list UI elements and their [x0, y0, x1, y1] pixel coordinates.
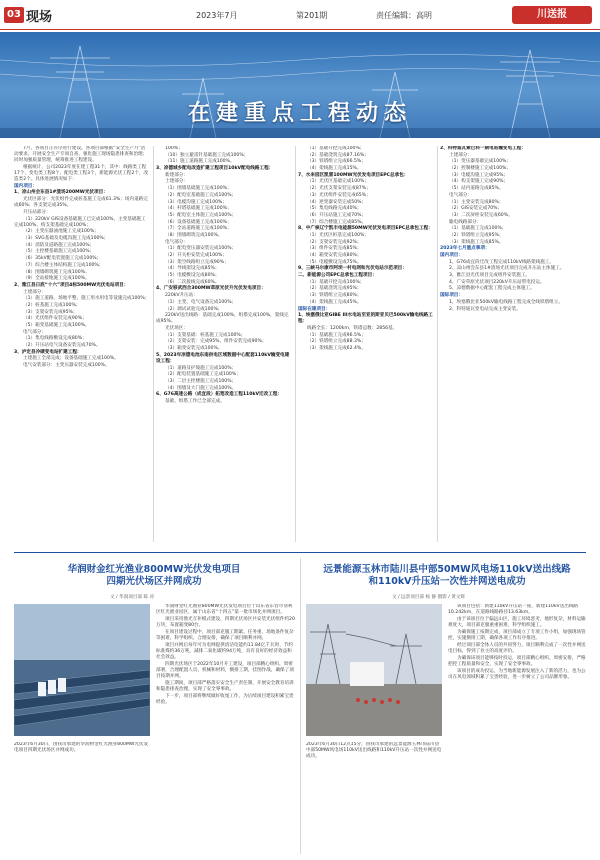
paragraph: （1）光伏区基础完成100%； [307, 179, 369, 185]
paragraph: （2）铁塔组立完成88.3%； [307, 339, 366, 345]
paragraph: （5）箱变基础施工完成100%。 [23, 323, 90, 328]
paragraph: （2）控制楼施工完成100%； [449, 166, 511, 172]
paragraph: 线路全长：1200km，铁塔总数：2856基。 [307, 325, 398, 331]
paragraph: （1）主变安装完成80%； [449, 199, 504, 205]
paragraph: （2）铁塔组立完成95%； [449, 232, 504, 238]
paragraph: 光伏场区： [165, 325, 188, 331]
news-column-3 [298, 146, 434, 546]
paragraph: 华润财金红光渔业800MW光伏发电项目位于山东省东营市垦利区红光渔业园区，属于山东省“十四五”第一批市场化并网项目。 [156, 604, 293, 616]
subheading: 2023年七月重点事项： [440, 246, 490, 252]
paragraph: （3）SVG基础及电缆沟施工完成100%； [23, 236, 109, 242]
paragraph: （3）电缆沟施工完成95%； [449, 172, 509, 178]
article-right-byline: 文 / 远景项目部 杨 静 摄影 / 黄文辉 [392, 595, 466, 600]
paragraph: （4）导线架设完成85%； [165, 266, 220, 272]
column-divider [295, 146, 296, 542]
paragraph: 4、广安草原光伏项目220kV升压站带电投运。 [449, 279, 545, 285]
paragraph: （4）箱变安装完成80%； [307, 253, 362, 258]
paragraph: （2）配电装置基础施工完成100%； [165, 372, 241, 378]
paragraph: （1）基础施工完成100%； [449, 226, 507, 232]
paragraph: 根据统计，公司2023年度在建工程31个，其中：线路类工程17个，变电类工程8个，配电类工程3个，新能源光伏工程2个，改造类2个。具体进展情况如下： [14, 164, 149, 183]
paragraph: 7月，各项目正有序进行建设。各项目部根据“安全生产月”活动要求，开展安全生产专项自查，强化施工现场隐患排查和治理；同时加强质量管理，统筹推进工程建设。 [14, 146, 148, 164]
paragraph: （7）全站道路施工完成100%； [165, 226, 232, 232]
paragraph: 施工期间，项目部严格落实安全生产责任制，开展安全教育培训和隐患排查治理，实现了安全零事故。 [156, 680, 294, 693]
paragraph: 为确保施工按期完成，项目部成立了专项工作小组，加强现场管控，实施倒排工期，确保各项工作有序推进。 [448, 629, 586, 642]
subheading: 1、凉山州会东县1#渣场200MW光伏项目： [14, 190, 108, 196]
paragraph: （2）开关柜安装完成100%； [165, 253, 227, 258]
article-left-byline: 文 / 华润项目部 陈 涛 [110, 595, 155, 600]
paragraph: （1）支架基础：桩基施工完成100%； [165, 332, 246, 338]
paragraph: 该项目包括：新建110kV升压站一座，新建110kV送出线路10.242km，在道路线路路径13.63km。 [448, 604, 579, 616]
editor-credit: 责任编辑：高明 [376, 11, 432, 20]
paragraph: （7）综合楼主体结构施工完成100%； [23, 262, 104, 268]
paragraph: （5）配电室主体施工完成100%； [165, 212, 237, 218]
paragraph: 为确保该项目能够按时投运，项目部精心组织、周密安排，严格把控工程质量和安全，实现了安全零事故。 [448, 655, 586, 667]
subheading: 7、水来园区凯雷100MW光伏发电项目EPC总承包： [298, 172, 409, 178]
subheading: 国际项目： [440, 293, 463, 299]
paragraph: （3）二层主控楼施工完成100%； [165, 378, 237, 384]
paragraph: 电气部分： [23, 329, 46, 335]
paragraph: （3）组件安装完成85%； [307, 246, 362, 252]
paragraph: 1、G76成宜段迁改工程完成110kV线路架线施工。 [449, 259, 554, 265]
paragraph: （4）光伏组件安装完成90%； [23, 316, 87, 322]
paragraph: （1）220kV GIS设备基础施工已完成100%，主变基础施工完成100%，构支架基础完成100%； [14, 216, 146, 228]
subheading: 3、泸定县冷碛变电站扩建工程： [14, 349, 82, 355]
paragraph: （6）35kV配电装置施工完成100%； [23, 256, 102, 262]
subheading: 二、新能源公司EPC总承包工程项目： [298, 273, 377, 279]
subheading: 9、三峡马尔康市阿坝一村电网和光伏电站示范项目： [298, 266, 407, 272]
paragraph: （2）调试试验完成100%； [165, 306, 223, 312]
paragraph: 四期光伏场区于2022年10月开工建设，项目部精心组织、周密部署，合理配置人员、机械和材料，倒排工期，挂图作战，确保了项目按期并网。 [156, 661, 294, 680]
paragraph: （5）电缆敷设完成80%； [165, 273, 220, 279]
paragraph: 由于该项目位于偏远山区，施工环境恶劣，地形复杂，材料运输难度大，项目部克服重重困难，科学组织施工。 [448, 616, 586, 629]
paragraph: （8）围墙砌筑完成100%。 [165, 232, 223, 238]
page-number: 03 [4, 7, 24, 23]
paragraph: （2）主变压器油池施工完成100%； [23, 229, 99, 235]
paragraph: （2）GIS安装完成70%； [449, 206, 503, 212]
article-right-title [306, 564, 588, 588]
paragraph: （1）变压器基础完成100%； [449, 159, 511, 165]
paragraph: （3）铁塔组立完成66.5%； [307, 159, 366, 165]
paragraph: （5）集电线路完成40%； [307, 206, 362, 212]
title-line: 四期光伏场区并网成功 [106, 576, 202, 587]
paragraph: （5）站内道路完成85%。 [449, 186, 504, 192]
paragraph: 100%； [165, 146, 183, 151]
section-banner [0, 32, 600, 138]
paragraph: 该项目的成功投运，为当地新能源发展注入了新的活力，也为公司在风电领域积累了宝贵经验，进一步树立了公司品牌形象。 [448, 668, 586, 680]
article-left-caption: 2023年6月30日，由我司承建的华润财金红光渔业800MW光伏发电项目四期光伏场区并网成功。 [14, 742, 149, 754]
paragraph: 土建部分： [449, 152, 472, 158]
article-right-body [448, 604, 588, 854]
paragraph: （6）设备基础施工完成100%； [165, 219, 232, 225]
solar-array-photo [14, 604, 150, 736]
paragraph: （1）集电线路敷设完成80%； [23, 336, 87, 342]
news-column-2 [156, 146, 292, 546]
paragraph: 项目并网后每年可为电网提供清洁电能约11.84亿千瓦时，节约标准煤约36万吨，减排二氧化碳约94万吨，具有良好的经济效益和社会效益。 [156, 642, 293, 661]
paragraph: 220kV送出线路：基础完成100%，组塔完成100%，架线完成95%。 [156, 313, 289, 325]
column-divider [300, 558, 301, 854]
paragraph: 电气安装部分：主变压器安装完成100%。 [23, 363, 110, 369]
article-left-photo [14, 604, 150, 736]
paragraph: （1）基础开挖完成100%； [307, 279, 365, 285]
subheading: 3、凉德城乡配电改造扩建工程项目10kV配电线路工程： [156, 166, 274, 172]
paragraph: （3）电缆沟施工完成100%； [165, 199, 227, 205]
paragraph: （4）架线施工完成15%。 [307, 166, 362, 172]
paragraph: 1、埃塞俄比亚500kV输电线路工程完成全线铁塔组立。 [449, 299, 563, 305]
paragraph: 新建部分： [165, 172, 188, 178]
news-column-1 [14, 146, 150, 546]
paragraph: 电气部分： [165, 239, 188, 245]
subheading: 8、中广核辽宁凯丰电能源50MW光伏发电项目EPC总承包工程： [298, 226, 433, 232]
paragraph: 升压站部分： [23, 209, 51, 215]
paragraph: 在项目建设过程中，项目部克服工期紧、任务重、场地条件复杂等困难，科学组织、合理安排，确保了项目顺利并网。 [156, 629, 294, 642]
subheading: 国内项目： [14, 183, 37, 189]
paragraph: （4）杆塔基础施工完成100%； [165, 206, 232, 212]
column-divider [437, 146, 438, 542]
paragraph: （7）综合楼施工完成85%。 [307, 219, 367, 225]
subheading: 1、埃塞俄比亚GIBE III水电站至亚的斯亚贝巴500kV输电线路工程： [298, 313, 433, 325]
paragraph: （1）道路及护坡施工完成100%； [165, 365, 237, 371]
issue-date: 2023年7月 [196, 11, 238, 20]
paragraph: （3）光伏组件安装完成65%； [307, 192, 371, 198]
paragraph: （1）主变、电气设备完成100%； [165, 299, 237, 305]
paragraph: （3）架线施工完成85%。 [449, 239, 504, 245]
paragraph: 基础、组塔工作已全部完成。 [165, 398, 225, 404]
paragraph: 电气部分： [449, 192, 472, 198]
paragraph: 土建部分： [165, 179, 188, 185]
paragraph: （1）配电变压器安装完成100%； [165, 246, 237, 252]
article-left-title [14, 564, 294, 588]
paragraph: （1）施工道路、场地平整、施工用水用电等设施完成100%； [23, 296, 150, 302]
paragraph: （4）逆变器安装完成50%； [307, 199, 367, 205]
paragraph: 下一步，项目部将继续做好收尾工作，为后续项目建设积累宝贵经验。 [156, 693, 294, 706]
paragraph: （2）支架安装：完成95%，组件安装完成90%； [165, 339, 267, 345]
paragraph: （4）构支架施工完成90%； [449, 179, 509, 185]
paragraph: （2）支架安装完成92%； [307, 239, 362, 245]
paragraph: （1）基础施工完成96.5%； [307, 332, 366, 338]
subheading: 国际在建项目： [298, 306, 331, 312]
paragraph: （11）施工道路施工完成100%。 [165, 159, 235, 165]
column-divider [153, 146, 154, 542]
section-name: 现场 [26, 10, 53, 25]
paragraph: （4）架线施工完成45%。 [307, 299, 362, 305]
article-right-caption: 2023年6月30日12点15分，由我司承建的远景能源玉林市陆川县中部50MW风电场110kV送出线路和110kV升压站一次性并网送电成功。 [306, 742, 442, 760]
paragraph: （3）二次屏柜安装完成60%。 [449, 212, 513, 218]
subheading: 2、雅江县日底“十六”项目4标500MW光伏电站项目： [14, 282, 129, 288]
paragraph: （1）光伏区桩基完成100%； [307, 232, 369, 238]
paragraph: 3、雅江县光伏项目完成组件安装施工。 [449, 273, 531, 279]
paragraph: 5、凉德数据中心配套工程完成主体施工。 [449, 286, 535, 292]
paragraph: （2）升压站电气设备安装完成70%。 [23, 343, 101, 349]
paragraph: （3）箱变安装完成100%。 [165, 346, 223, 352]
paragraph: （4）消防及道路施工完成100%； [23, 242, 95, 248]
paragraph: 经过项目部全体人员的共同努力，项目顺利完成了一次性并网送电目标，得到了业主的高度评价。 [448, 642, 586, 654]
paragraph: 2、凉山州会东县1#渣场光伏项目完成升压站主体施工。 [449, 266, 565, 272]
subheading: 2、科特迪瓦索巴科一期电站输变电工程： [440, 146, 526, 151]
paragraph: （2）基础浇筑完成87.16%； [307, 152, 369, 158]
paragraph: （2）桩基施工完成100%； [23, 302, 81, 308]
paragraph: （6）二次接线完成60%。 [165, 279, 220, 285]
newspaper-logo: 川送报 [512, 6, 592, 24]
paragraph: （6）升压站施工完成70%； [307, 212, 367, 218]
paragraph: 光伏区部分：光伏组件完成桩基施工完成61.3%；场内道路完成60%；各支架完成35%。 [14, 197, 148, 209]
substation-photo [306, 604, 442, 736]
paragraph: （10）独立避雷针基础施工完成100%； [165, 152, 249, 158]
paragraph: 220kV升压站： [165, 293, 198, 299]
paragraph: 土建部分： [23, 289, 46, 295]
article-left-body [156, 604, 296, 854]
paragraph: （8）围墙砌筑施工完成100%； [23, 269, 90, 275]
paragraph: （1）围墙基础施工完成100%； [165, 186, 232, 192]
paragraph: （4）围墙及大门施工完成100%。 [165, 385, 237, 391]
subheading: 6、G76高速公路（成宜段）拓宽改造工程110kV迁改工程： [156, 392, 283, 398]
subheading: 国内项目： [440, 253, 463, 258]
paragraph: （5）电缆敷设完成75%。 [307, 259, 362, 265]
paragraph: 输电线路部分： [449, 219, 482, 225]
paragraph: （3）铁塔组立完成80%； [307, 293, 362, 299]
title-line: 远景能源玉林市陆川县中部50MW风电场110kV送出线路 [323, 564, 571, 575]
paragraph: （3）支架安装完成95%； [23, 309, 78, 315]
paragraph: （3）架线施工完成62.4%。 [307, 346, 366, 352]
page-header [0, 0, 600, 30]
paragraph: （3）架空线路组立完成90%； [165, 259, 229, 265]
paragraph: （2）配电室基础施工完成100%； [165, 192, 237, 198]
paragraph: （2）基础浇筑完成95%； [307, 286, 362, 292]
issue-number: 第201期 [296, 11, 328, 20]
paragraph: （9）全站接地施工完成100%。 [23, 276, 90, 282]
paragraph: 项目采用渔光互补模式建设，四期光伏场区共安装光伏组件约20万块，布置箱变80台。 [156, 616, 295, 629]
subheading: 4、广安移武西合300MW草原光伏升光伏发电项目： [156, 286, 266, 292]
section-rule [14, 552, 586, 553]
banner-title: 在建重点工程动态 [187, 101, 412, 126]
news-column-4 [440, 146, 586, 546]
paragraph: （1）基础开挖完成100%； [307, 146, 365, 151]
paragraph: 土建施工全部完成；设备基础施工完成100%。 [23, 356, 119, 362]
title-line: 华润财金红光渔业800MW光伏发电项目 [67, 564, 241, 575]
paragraph: （2）光伏支架安装完成87%； [307, 186, 371, 192]
paragraph: 2、科特迪瓦变电站完成主变安装。 [449, 306, 521, 312]
article-right-photo [306, 604, 442, 736]
title-line: 和110kV升压站一次性并网送电成功 [368, 576, 526, 587]
subheading: 5、2023年凉德电池东南供电区域数据中心配套110kV输变电建设工程： [156, 352, 290, 364]
paragraph: （5）主控楼基础施工完成100%； [23, 249, 95, 255]
